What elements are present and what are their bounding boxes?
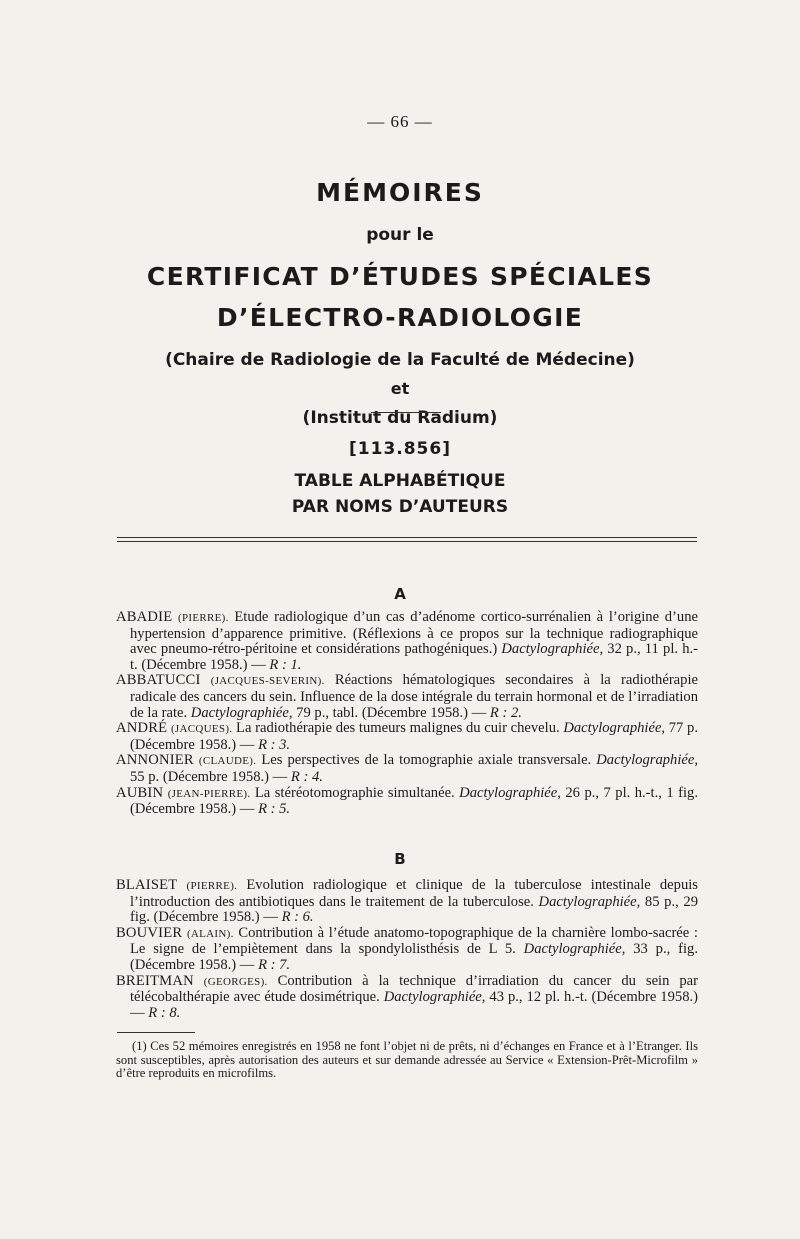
entry-surname: ABBATUCCI [116, 672, 201, 689]
heading-memoires: MÉMOIRES [316, 178, 484, 207]
entry-given-name: (PIERRE). [178, 612, 229, 624]
entries-section-a [116, 610, 698, 818]
entry-details: 79 p., tabl. (Décembre 1958.) — [292, 704, 490, 721]
entry-annonier [116, 753, 698, 785]
entry-details: 33 p., fig. (Décembre 1958.) — [130, 941, 698, 973]
entry-given-name: (CLAUDE). [198, 755, 257, 768]
heading-block [0, 178, 800, 429]
entry-breitman [116, 974, 698, 1022]
entry-title: Réactions hématologiques secondaires à la radiothérapie radicale des cancers du sein. Influence de la dose intégrale du terrain hormonal et de l’irradiation de la rate. [130, 672, 698, 721]
entry-abadie [116, 610, 698, 673]
entry-details: 55 p. (Décembre 1958.) — [130, 768, 291, 785]
entry-title: Contribution à l’étude anatomo-topographique de la charnière lombo-sacrée : Le signe de l’empiètement dans la spondylolisthésis de L 5. [130, 924, 698, 958]
entry-blaiset [116, 878, 698, 926]
entry-details: 85 p., 29 fig. (Décembre 1958.) — [130, 893, 698, 926]
entry-given-name: (ALAIN). [186, 927, 234, 940]
entry-title: La radiothérapie des tumeurs malignes du cuir chevelu. [232, 720, 564, 737]
short-divider [371, 412, 441, 413]
entry-publication: Dactylographiée, [383, 989, 486, 1006]
entry-abbatucci [116, 673, 698, 721]
page-number: — 66 — [367, 112, 433, 131]
entry-given-name: (GEORGES). [203, 975, 268, 988]
entry-publication: Dactylographiée, [190, 704, 293, 721]
section-letter-a: A [394, 585, 406, 603]
entry-title: Etude radiologique d’un cas d’adénome cortico-surrénalien à l’origine d’une hypertension d’apparence primitive. (Réflexions à ce propos sur la technique radiographique avec pneumo-rétro-péritoine et considérations pathogéniques.) [130, 609, 698, 658]
entry-given-name: (JACQUES). [170, 723, 233, 736]
heading-chaire: (Chaire de Radiologie de la Faculté de Médecine) [165, 350, 635, 370]
heading-electro-radiologie: D’ÉLECTRO-RADIOLOGIE [216, 303, 584, 332]
heading-institut: (Institut du Radium) [302, 408, 498, 428]
entry-details: 26 p., 7 pl. h.-t., 1 fig. (Décembre 1958.) — [130, 784, 698, 818]
entry-given-name: (JACQUES-SEVERIN). [210, 675, 325, 688]
entry-details: 32 p., 11 pl. h.-t. (Décembre 1958.) — [130, 641, 698, 673]
heading-et: et [390, 379, 410, 398]
section-letter-b: B [394, 850, 406, 868]
entry-reference: R : 3. [258, 736, 291, 753]
entry-title: Evolution radiologique et clinique de la tuberculose intestinale depuis l’introduction des antibiotiques dans le traitement de la tuberculose. [130, 877, 698, 910]
entry-publication: Dactylographiée, [563, 720, 666, 737]
entries-section-b [116, 878, 698, 1021]
reference-block [0, 438, 800, 518]
entry-details: 43 p., 12 pl. h.-t. (Décembre 1958.) — [130, 989, 698, 1021]
entry-reference: R : 1. [269, 656, 302, 673]
entry-surname: BREITMAN [116, 972, 194, 989]
entry-andre [116, 721, 698, 753]
entry-details: 77 p. (Décembre 1958.) — [130, 720, 698, 753]
footnote: (1) Ces 52 mémoires enregistrés en 1958 ne font l’objet ni de prêts, ni d’échanges en France et à l’Etranger. Ils sont susceptibles, après autorisation des auteurs et sur demande adressée au Service « Extension-Prêt-Microfilm » d’être reproduits en microfilms. [116, 1039, 698, 1081]
entry-reference: R : 8. [148, 1004, 181, 1021]
entry-title: Les perspectives de la tomographie axiale transversale. [256, 752, 597, 769]
entry-publication: Dactylographiée, [523, 941, 626, 958]
entry-surname: AUBIN [116, 784, 164, 801]
reference-code: [113.856] [349, 439, 451, 459]
entry-given-name: (JEAN-PIERRE). [167, 787, 251, 800]
entry-publication: Dactylographiée, [501, 641, 604, 658]
entry-surname: BOUVIER [116, 924, 183, 941]
entry-surname: ABADIE [116, 609, 173, 625]
entry-publication: Dactylographiée, [538, 893, 641, 910]
entry-title: Contribution à la technique d’irradiation du cancer du sein par télécobalthérapie avec étude dosimétrique. [130, 972, 699, 1006]
entry-reference: R : 7. [258, 956, 291, 973]
heading-certificat: CERTIFICAT D’ÉTUDES SPÉCIALES [146, 262, 654, 291]
entry-reference: R : 4. [290, 768, 323, 785]
double-divider [117, 537, 697, 542]
entry-surname: ANNONIER [116, 752, 194, 769]
table-title-line1: TABLE ALPHABÉTIQUE [294, 471, 506, 491]
entry-reference: R : 5. [258, 801, 291, 818]
entry-publication: Dactylographiée, [459, 784, 561, 801]
footnote-divider [117, 1032, 195, 1033]
entry-bouvier [116, 926, 698, 974]
entry-aubin [116, 786, 698, 818]
entry-publication: Dactylographiée, [596, 752, 698, 769]
entry-reference: R : 6. [281, 909, 314, 926]
entry-title: La stéréotomographie simultanée. [250, 784, 460, 801]
entry-given-name: (PIERRE). [186, 880, 238, 892]
heading-pour-le: pour le [366, 225, 434, 245]
entry-surname: BLAISET [116, 877, 178, 893]
table-title-line2: PAR NOMS D’AUTEURS [291, 497, 509, 517]
entry-surname: ANDRÉ [116, 720, 168, 737]
entry-reference: R : 2. [489, 704, 522, 721]
